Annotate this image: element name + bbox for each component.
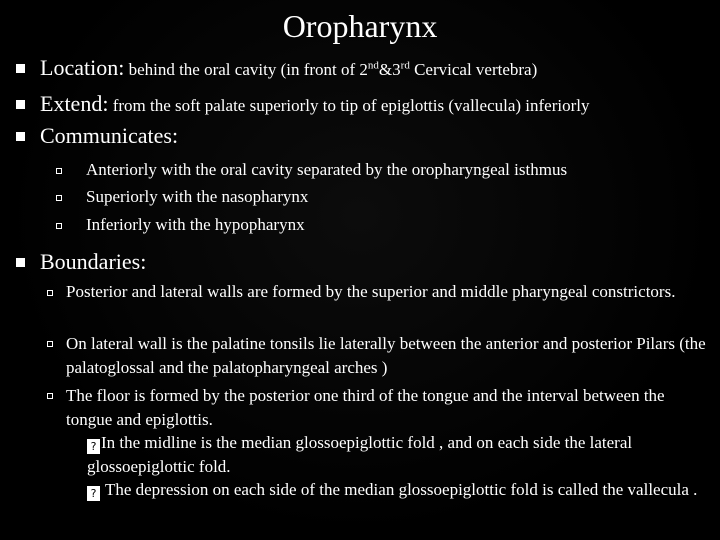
square-bullet-icon	[16, 64, 25, 73]
location-label: Location:	[40, 55, 125, 80]
missing-glyph-icon: ?	[87, 486, 100, 501]
missing-glyph-icon: ?	[87, 439, 100, 454]
communicates-item: Anteriorly with the oral cavity separated by the oropharyngeal isthmus	[86, 160, 568, 179]
hollow-bullet-icon	[56, 223, 62, 229]
square-bullet-icon	[16, 132, 25, 141]
boundaries-item: On lateral wall is the palatine tonsils lie laterally between the anterior and posterior Pilars (the palatoglossal and the palatopharyngeal arches )	[66, 334, 706, 377]
extend-line	[40, 91, 590, 117]
square-bullet-icon	[16, 258, 25, 267]
hollow-bullet-icon	[47, 341, 53, 347]
location-line	[40, 55, 537, 81]
communicates-item: Inferiorly with the hypopharynx	[86, 215, 305, 234]
boundaries-sub-item: ? In the midline is the median glossoepiglottic fold , and on each side the lateral glossoepiglottic fold.	[87, 433, 633, 476]
boundaries-label: Boundaries:	[40, 249, 147, 274]
communicates-item: Superiorly with the nasopharynx	[86, 187, 309, 206]
extend-label: Extend:	[40, 91, 109, 116]
hollow-bullet-icon	[47, 290, 53, 296]
boundaries-item	[66, 384, 706, 502]
slide-title: Oropharynx	[282, 8, 438, 44]
boundaries-floor-text: The floor is formed by the posterior one third of the tongue and the interval between the tongue and epiglottis.	[66, 386, 665, 429]
location-text: behind the oral cavity (in front of 2nd&3rd Cervical vertebra)	[124, 59, 538, 79]
hollow-bullet-icon	[56, 168, 62, 174]
boundaries-item: Posterior and lateral walls are formed by the superior and middle pharyngeal constrictors.	[66, 282, 676, 301]
boundaries-sub-item: ? The depression on each side of the median glossoepiglottic fold is called the vallecula .	[66, 478, 706, 502]
communicates-label: Communicates:	[40, 123, 179, 148]
square-bullet-icon	[16, 100, 25, 109]
extend-text: from the soft palate superiorly to tip of epiglottis (vallecula) inferiorly	[108, 96, 590, 115]
hollow-bullet-icon	[56, 195, 62, 201]
hollow-bullet-icon	[47, 393, 53, 399]
